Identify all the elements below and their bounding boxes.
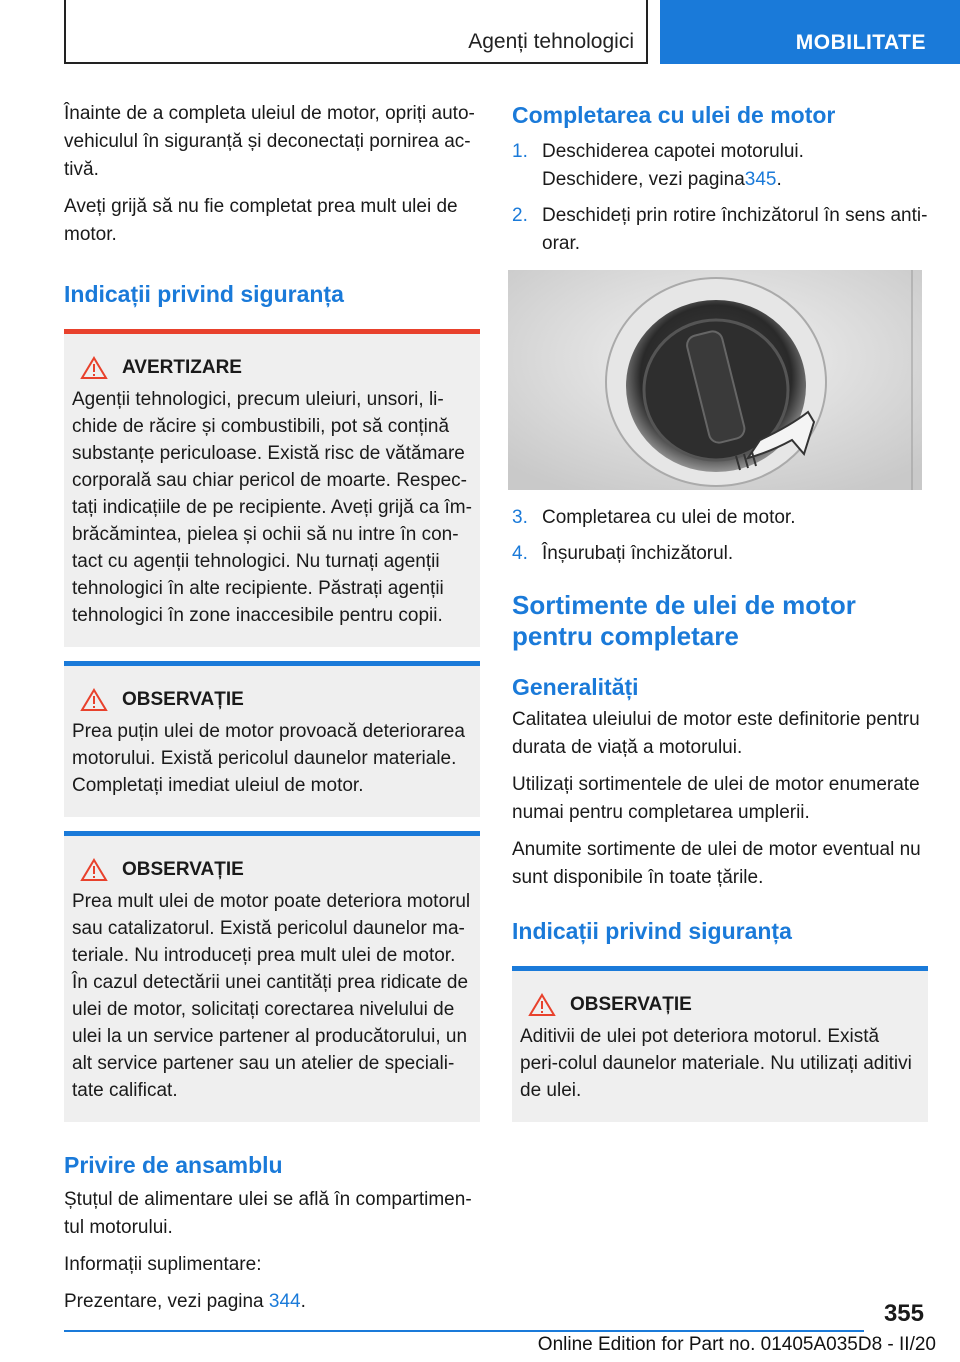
overview-heading: Privire de ansamblu (64, 1152, 283, 1178)
note-text-3: Aditivii de ulei pot deteriora motorul. Există peri‐colul daunelor materiale. Nu utilizați aditivi de ulei. (520, 1026, 912, 1101)
page-number: 355 (883, 1300, 924, 1327)
overview-paragraph-2: Informații suplimentare: (64, 1254, 262, 1275)
fill-heading: Completarea cu ulei de motor (512, 102, 836, 128)
warning-box (64, 329, 480, 647)
general-heading: Generalități (512, 674, 639, 700)
overview-paragraph-1: Ștuțul de alimentare ulei se află în compartimen‐tul motorului. (64, 1189, 472, 1238)
intro-paragraph-2: Aveți grijă să nu fie completat prea mult ulei de motor. (64, 196, 458, 245)
warning-triangle-icon (80, 858, 108, 882)
note-text-1: Prea puțin ulei de motor provoacă deteriorarea motorului. Există pericolul daunelor materiale. Completați imediat uleiul de motor. (72, 721, 465, 796)
header-section-box (64, 0, 648, 64)
warning-title: AVERTIZARE (122, 357, 242, 378)
general-paragraph-3: Anumite sortimente de ulei de motor eventual nu sunt disponibile în toate țările. (512, 839, 921, 888)
edition-label: Online Edition for Part no. 01405A035D8 - II/20 (537, 1334, 936, 1355)
intro-paragraph-1: Înainte de a completa uleiul de motor, opriți auto‐vehiculul în siguranță și deconectați pornirea ac‐tivă. (64, 103, 475, 180)
warning-triangle-icon (80, 356, 108, 380)
warning-triangle-icon (528, 993, 556, 1017)
note-text-2: Prea mult ulei de motor poate deteriora motorul sau catalizatorul. Există pericolul daunelor ma‐teriale. Nu introduceți prea mult ulei de motor. În cazul detectării unei cantități prea ridicate de ulei de motor, solicitați corectarea nivelului de ulei la un service partener al producătorului, un alt service partener sau un atelier de speciali‐tate calificat. (72, 891, 471, 1101)
header-section-title: Agenți tehnologici (468, 30, 634, 53)
list-item-sub: Deschidere, vezi pagina 345 . (512, 166, 928, 194)
step-text: Deschideți prin rotire închizătorul în sens anti‐orar. (542, 205, 928, 254)
left-column (64, 100, 480, 1325)
step-number: 1. (512, 141, 528, 162)
note-title-3: OBSERVAȚIE (570, 994, 692, 1015)
right-column (512, 100, 928, 1122)
list-item (512, 540, 928, 568)
page-link-345[interactable]: 345 (744, 169, 777, 190)
general-paragraph-1: Calitatea uleiului de motor este definitorie pentru durata de viață a motorului. (512, 709, 920, 758)
note-title-2: OBSERVAȚIE (122, 859, 244, 880)
note-box-2 (64, 831, 480, 1122)
header-chapter-title: MOBILITATE (795, 31, 926, 54)
list-item (512, 504, 928, 532)
note-title-1: OBSERVAȚIE (122, 689, 244, 710)
note-box-3 (512, 966, 928, 1122)
step-text: Deschiderea capotei motorului. (542, 141, 804, 162)
oil-cap-photo (508, 270, 922, 490)
page-link-344[interactable]: 344 (268, 1291, 301, 1312)
fill-steps-list-a (512, 138, 928, 258)
warning-text: Agenții tehnologici, precum uleiuri, unsori, li‐chide de răcire și combustibili, pot să conțină substanțe periculoase. Există risc de vătămare corporală sau chiar pericol de moarte. Respec‐tați indicațiile de pe recipiente. Aveți grijă ca îm‐brăcămintea, pielea și ochii să nu intre în con‐tact cu agenții tehnologici. Nu turnați agenții tehnologici în alte recipiente. Păstrați agenții tehnologici în zone inaccesibile pentru copii. (72, 389, 472, 626)
grades-heading: Sortimente de ulei de motor pentru completare (512, 590, 856, 651)
footer-divider (64, 1330, 864, 1332)
step-text: Înșurubați închizătorul. (542, 543, 734, 564)
step-text: Completarea cu ulei de motor. (542, 507, 796, 528)
fill-steps-list-b (512, 504, 928, 568)
general-paragraph-2: Utilizați sortimentele de ulei de motor enumerate numai pentru completarea umplerii. (512, 774, 920, 823)
safety-heading-left: Indicații privind siguranța (64, 281, 344, 307)
header-chapter-tab[interactable] (660, 0, 960, 64)
list-item (512, 138, 928, 166)
step-number: 2. (512, 205, 528, 226)
step-number: 3. (512, 507, 528, 528)
note-box-1 (64, 661, 480, 817)
warning-triangle-icon (80, 688, 108, 712)
list-item (512, 202, 928, 258)
safety-heading-right: Indicații privind siguranța (512, 918, 792, 944)
overview-paragraph-3: Prezentare, vezi pagina 344. (64, 1291, 306, 1312)
step-number: 4. (512, 543, 528, 564)
